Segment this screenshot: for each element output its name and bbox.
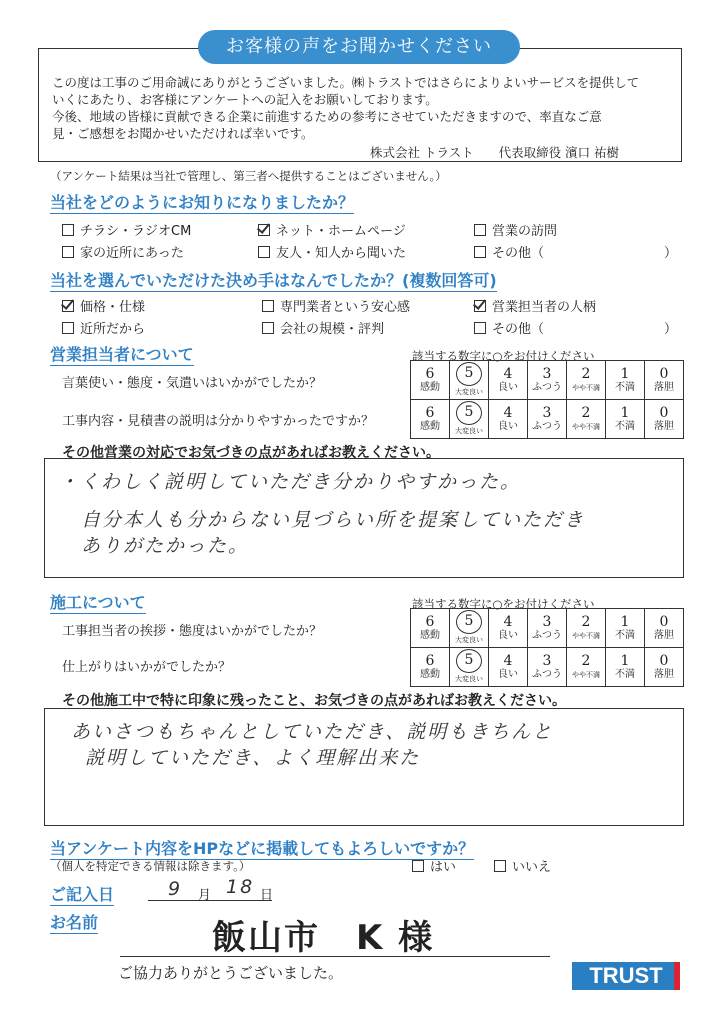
logo-accent [674,962,680,990]
signature: 株式会社 トラスト 代表取締役 濱口 祐樹 [370,145,620,160]
rating-label: 不満 [615,629,635,641]
date-label: ご記入日 [50,882,114,906]
checkbox[interactable] [412,860,424,872]
rating-number: 2 [581,613,591,630]
rating-label: 良い [498,381,518,393]
rating-number [450,610,488,634]
sales-question-b: 工事内容・見積書の説明は分かりやすかったですか？ [62,414,375,429]
date-day: 18 [226,876,255,898]
rating-label: 大変良い [455,388,483,396]
rating-number: 2 [581,404,591,421]
rating-label: 感動 [420,420,440,432]
rating-number: 1 [620,652,630,669]
q2-close-paren: ） [664,322,678,337]
rating-label: 落胆 [654,381,674,393]
checkbox-checked[interactable] [62,300,74,312]
customer-name: 飯山市 K 様 [212,918,435,958]
rating-label: 落胆 [654,629,674,641]
q1-option[interactable]: 営業の訪問 [474,220,557,239]
hp-note: （個人を特定できる情報は除きます。） [50,859,251,873]
construction-heading: 施工について [50,590,146,614]
rating-cell[interactable] [645,648,684,687]
rating-cell[interactable] [450,648,489,687]
rating-number: 0 [659,404,669,421]
rating-cell[interactable] [450,400,489,439]
rating-number: 4 [503,404,513,421]
construction-comment-box[interactable] [44,708,684,826]
rating-row [411,361,684,400]
construction-question-b: 仕上がりはいかがでしたか？ [62,660,232,675]
checkbox-checked[interactable] [258,224,270,236]
construction-question-a: 工事担当者の挨拶・態度はいかがでしたか？ [62,624,323,639]
date-day-unit: 日 [260,888,274,903]
sales-question-a: 言葉使い・態度・気遣いはいかがでしたか？ [62,376,323,391]
checkbox[interactable] [474,224,486,236]
rating-cell[interactable] [567,609,606,648]
rating-label: 不満 [615,381,635,393]
checkbox[interactable] [494,860,506,872]
rating-label: ふつう [532,668,562,680]
privacy-note: （アンケート結果は当社で管理し、第三者へ提供することはございません。） [50,169,447,183]
rating-hint: 該当する数字に○をお付けください [412,597,595,611]
rating-cell[interactable] [489,648,528,687]
q1-option[interactable]: 家の近所にあった [62,242,184,261]
rating-number [450,362,488,386]
rating-label: 良い [498,629,518,641]
rating-cell[interactable] [567,400,606,439]
rating-cell[interactable] [450,609,489,648]
checkbox[interactable] [262,300,274,312]
rating-number: 3 [542,365,552,382]
rating-label: 感動 [420,668,440,680]
hp-heading: 当アンケート内容をHPなどに掲載してもよろしいですか？ [50,836,474,860]
rating-label: 落胆 [654,420,674,432]
rating-cell[interactable] [528,361,567,400]
rating-number: 0 [659,365,669,382]
rating-label: 大変良い [455,675,483,683]
rating-label: 不満 [615,420,635,432]
rating-cell[interactable] [489,609,528,648]
q2-option[interactable]: 価格・仕様 [62,296,145,315]
rating-cell[interactable] [411,361,450,400]
rating-row [411,648,684,687]
rating-label: ふつう [532,381,562,393]
checkbox[interactable] [62,224,74,236]
rating-cell[interactable] [567,361,606,400]
rating-label: ふつう [532,420,562,432]
rating-label: やや不満 [572,422,600,431]
form-title: お客様の声をお聞かせください [198,30,520,64]
checkbox[interactable] [474,322,486,334]
checkbox[interactable] [258,246,270,258]
comment-line: 説明していただき、よく理解出来た [85,747,421,769]
rating-number: 3 [542,404,552,421]
hp-no-option[interactable]: いいえ [494,856,551,875]
sales-comment-box[interactable] [44,458,684,578]
checkbox[interactable] [474,246,486,258]
rating-cell[interactable] [450,361,489,400]
date-month-unit: 月 [198,888,212,903]
rating-cell[interactable] [567,648,606,687]
q2-option[interactable]: 近所だから [62,318,145,337]
rating-cell[interactable] [528,648,567,687]
rating-number: 6 [425,652,435,669]
q2-option[interactable]: 会社の規模・評判 [262,318,384,337]
checkbox-checked[interactable] [474,300,486,312]
rating-cell[interactable] [528,609,567,648]
rating-number: 4 [503,652,513,669]
rating-number: 4 [503,365,513,382]
rating-circle-mark: 5 [456,362,482,386]
rating-label: 感動 [420,629,440,641]
rating-number: 3 [542,652,552,669]
rating-number: 3 [542,613,552,630]
q1-option[interactable]: ネット・ホームページ [258,220,406,239]
q1-heading: 当社をどのようにお知りになりましたか？ [50,190,354,214]
sales-rating-table [410,360,684,439]
hp-yes-option[interactable]: はい [412,856,456,875]
q1-option[interactable]: その他（ [474,242,544,261]
comment-line: ありがたかった。 [81,535,250,557]
rating-number: 2 [581,365,591,382]
rating-cell[interactable] [606,609,645,648]
rating-cell[interactable] [411,609,450,648]
rating-label: 良い [498,668,518,680]
q1-close-paren: ） [664,246,678,261]
rating-cell[interactable] [411,400,450,439]
trust-logo: TRUST [572,962,680,990]
rating-circle-mark: 5 [456,649,482,673]
checkbox[interactable] [262,322,274,334]
rating-number [450,649,488,673]
rating-label: 不満 [615,668,635,680]
rating-cell[interactable] [528,400,567,439]
rating-number: 0 [659,613,669,630]
rating-number [450,401,488,425]
sales-comment-prompt: その他営業の対応でお気づきの点があればお教えください。 [62,445,440,461]
checkbox[interactable] [62,322,74,334]
construction-comment-prompt: その他施工中で特に印象に残ったこと、お気づきの点があればお教えください。 [62,693,566,709]
rating-cell[interactable] [645,609,684,648]
q2-option[interactable]: 営業担当者の人柄 [474,296,596,315]
rating-cell[interactable] [489,400,528,439]
checkbox[interactable] [62,246,74,258]
comment-line: あいさつもちゃんとしていただき、説明もきちんと [71,721,554,743]
rating-number: 4 [503,613,513,630]
rating-cell[interactable] [606,648,645,687]
q1-option[interactable]: 友人・知人から聞いた [258,242,406,261]
rating-number: 6 [425,613,435,630]
rating-cell[interactable] [606,361,645,400]
rating-label: やや不満 [572,383,600,392]
rating-label: ふつう [532,629,562,641]
name-label: お名前 [50,910,98,934]
q2-option[interactable]: 専門業者という安心感 [262,296,410,315]
rating-number: 1 [620,613,630,630]
q1-option[interactable]: チラシ・ラジオCM [62,220,191,239]
rating-label: 落胆 [654,668,674,680]
rating-label: 大変良い [455,636,483,644]
q2-heading: 当社を選んでいただけた決め手はなんでしたか？(複数回答可) [50,268,497,292]
sales-heading: 営業担当者について [50,342,194,366]
rating-number: 6 [425,365,435,382]
rating-number: 1 [620,365,630,382]
rating-label: やや不満 [572,631,600,640]
rating-cell[interactable] [606,400,645,439]
comment-line: ・くわしく説明していただき分かりやすかった。 [59,471,522,493]
rating-circle-mark: 5 [456,610,482,634]
rating-hint: 該当する数字に○をお付けください [412,349,595,363]
rating-cell[interactable] [411,648,450,687]
rating-label: やや不満 [572,670,600,679]
comment-line: 自分本人も分からない見づらい所を提案していただき [81,509,586,531]
name-underline [120,956,550,957]
thanks-text: ご協力ありがとうございました。 [118,964,344,982]
rating-cell[interactable] [645,361,684,400]
rating-number: 1 [620,404,630,421]
rating-row [411,400,684,439]
rating-row [411,609,684,648]
intro-text: この度は工事のご用命誠にありがとうございました。㈱トラストではさらによりよいサービスを提供して いくにあたり、お客様にアンケートへの記入をお願いしております。 今後、地域の皆様に貢献できる企業に前進するための参考にさせていただきますので、率直なご意 見・ご感想をお聞かせいただければ幸いです。 [52,75,640,141]
rating-number: 2 [581,652,591,669]
construction-rating-table [410,608,684,687]
rating-circle-mark: 5 [456,401,482,425]
rating-label: 感動 [420,381,440,393]
rating-cell[interactable] [489,361,528,400]
rating-label: 大変良い [455,427,483,435]
rating-number: 6 [425,404,435,421]
rating-number: 0 [659,652,669,669]
date-month: 9 [168,878,183,900]
q2-option[interactable]: その他（ [474,318,544,337]
rating-cell[interactable] [645,400,684,439]
rating-label: 良い [498,420,518,432]
